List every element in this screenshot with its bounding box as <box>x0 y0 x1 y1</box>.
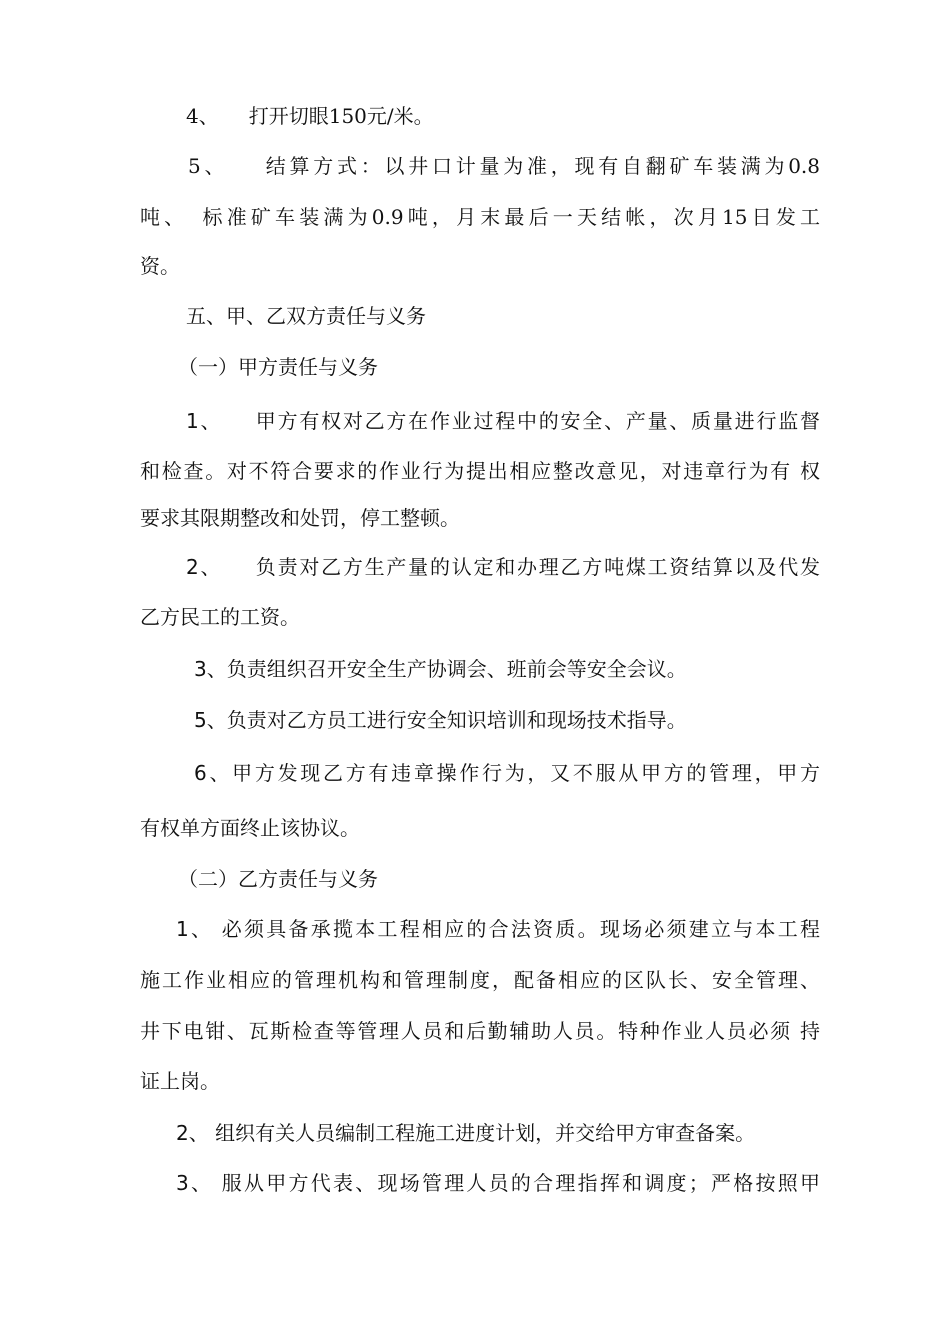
text-line-3: 吨、 标准矿车装满为0.9吨，月末最后一天结帐，次月15日发工 <box>140 205 820 229</box>
text-line-7: 1、 甲方有权对乙方在作业过程中的安全、产量、质量进行监督 <box>186 409 820 433</box>
text-line-12: 3、负责组织召开安全生产协调会、班前会等安全会议。 <box>194 657 687 681</box>
text-line-2: 5、 结算方式：以井口计量为准，现有自翻矿车装满为0.8 <box>188 154 820 178</box>
text-line-19: 井下电钳、瓦斯检查等管理人员和后勤辅助人员。特种作业人员必须 持 <box>140 1019 820 1043</box>
subsection-heading-party-a: （一）甲方责任与义务 <box>178 355 378 379</box>
text-line-4: 资。 <box>140 254 180 278</box>
text-line-17: 1、 必须具备承揽本工程相应的合法资质。现场必须建立与本工程 <box>176 917 820 941</box>
subsection-heading-party-b: （二）乙方责任与义务 <box>178 867 378 891</box>
text-line-10: 2、 负责对乙方生产量的认定和办理乙方吨煤工资结算以及代发 <box>186 555 820 579</box>
text-line-22: 3、 服从甲方代表、现场管理人员的合理指挥和调度；严格按照甲 <box>176 1171 820 1195</box>
text-line-11: 乙方民工的工资。 <box>140 605 300 629</box>
text-line-8: 和检查。对不符合要求的作业行为提出相应整改意见，对违章行为有 权 <box>140 459 820 483</box>
text-line-13: 5、负责对乙方员工进行安全知识培训和现场技术指导。 <box>194 708 687 732</box>
section-heading-5: 五、甲、乙双方责任与义务 <box>186 304 426 328</box>
text-line-21: 2、 组织有关人员编制工程施工进度计划，并交给甲方审查备案。 <box>176 1121 756 1145</box>
text-line-9: 要求其限期整改和处罚，停工整顿。 <box>140 506 460 530</box>
text-line-20: 证上岗。 <box>140 1069 220 1093</box>
text-line-1: 4、 打开切眼150元/米。 <box>186 104 434 128</box>
text-line-15: 有权单方面终止该协议。 <box>140 816 360 840</box>
text-line-14: 6、甲方发现乙方有违章操作行为，又不服从甲方的管理，甲方 <box>194 761 820 785</box>
text-line-18: 施工作业相应的管理机构和管理制度，配备相应的区队长、安全管理、 <box>140 968 820 992</box>
